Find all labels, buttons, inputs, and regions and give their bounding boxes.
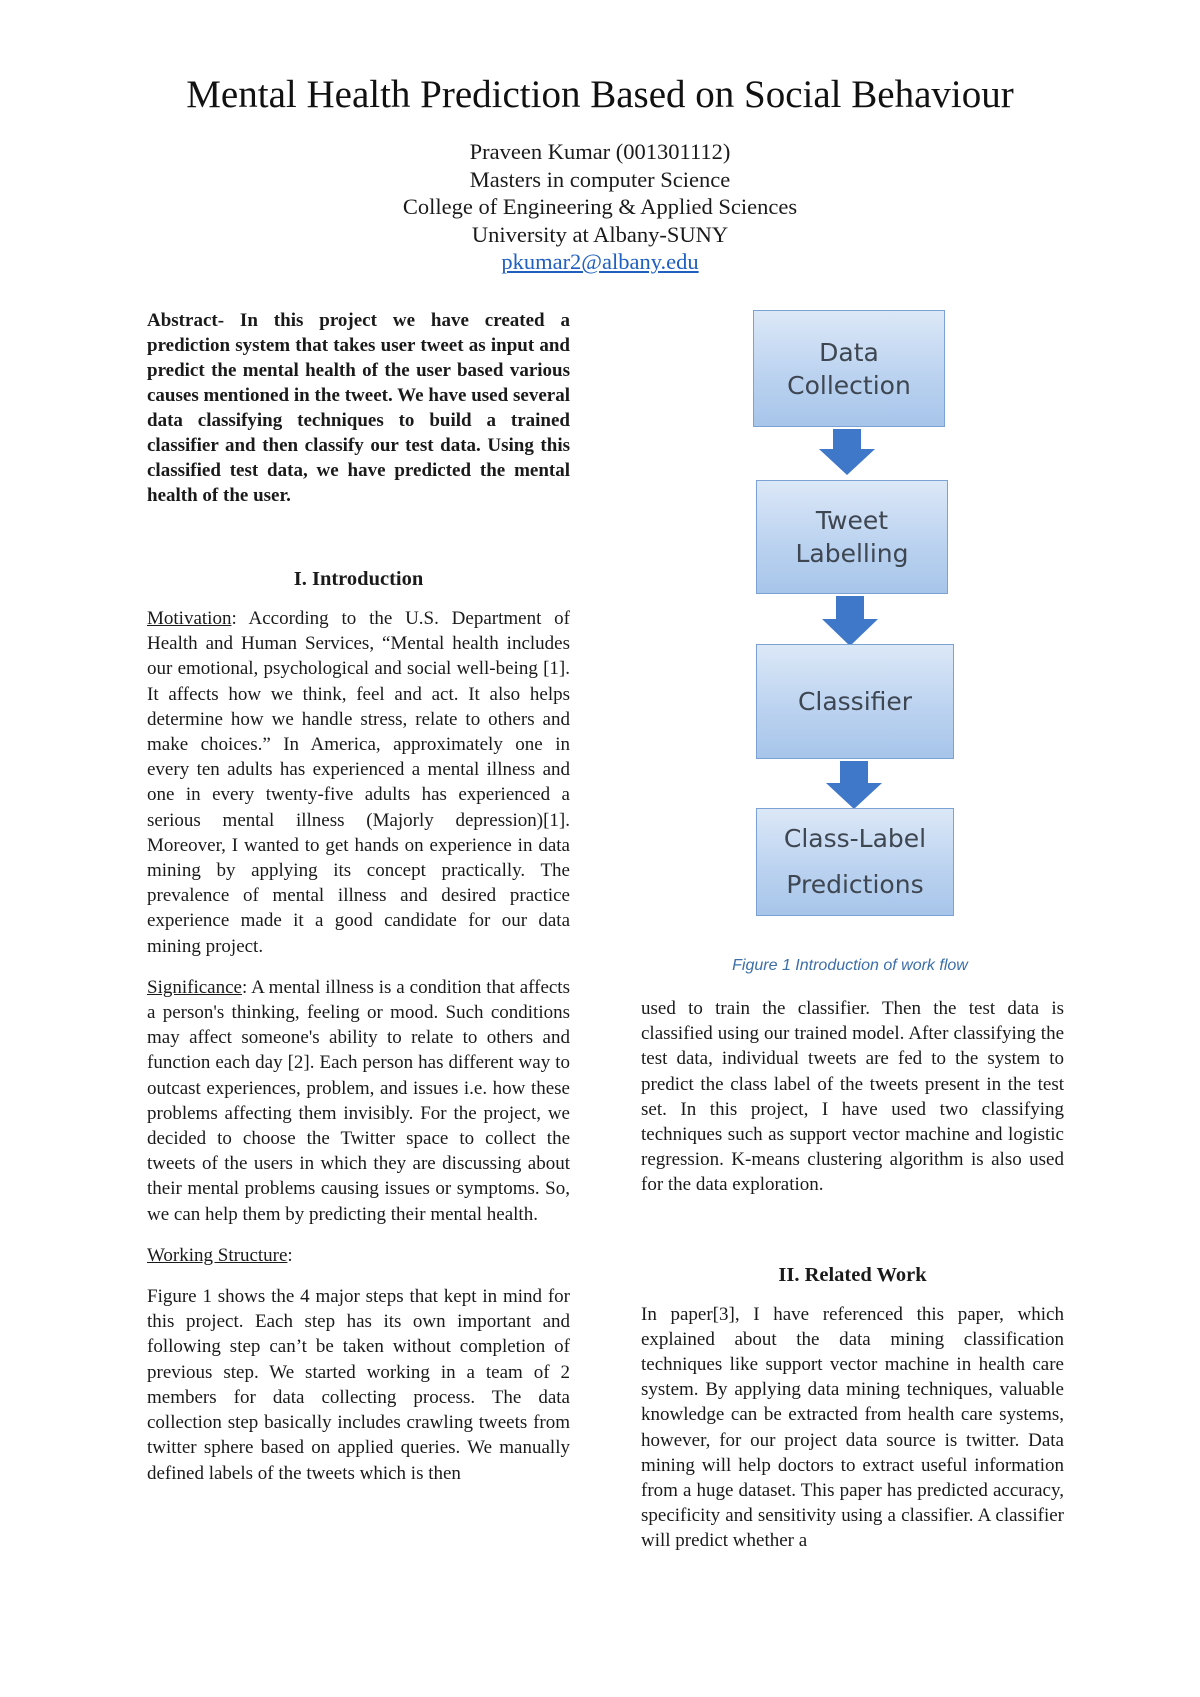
right-column: [641, 996, 1064, 1570]
step-box-predictions: [756, 808, 954, 916]
significance-paragraph: [147, 975, 570, 1227]
workflow-figure: [740, 308, 960, 968]
abstract-text: In this project we have created a prediction system that takes user tweet as input and predict the mental health of the user based various causes mentioned in the tweet. We have used several data classifying techniques to build a trained classifier and then classify our test data. Using this classified test data, we have predicted the mental health of the user.: [147, 310, 570, 506]
down-arrow-icon: [822, 596, 878, 646]
motivation-text: : According to the U.S. Department of Health and Human Services, “Mental health includes our emotional, psychological and social well-being [1]. It affects how we think, feel and act. It also helps determine how we handle stress, relate to others and make choices.” In America, approximately one in every ten adults has experienced a mental illness and one in every twenty-five adults has experienced a serious mental illness (Majorly depression)[1]. Moreover, I wanted to get hands on experience in data mining by applying its concept practically. The prevalence of mental illness and desired practice experience made it a good candidate for our data mining project.: [147, 608, 570, 957]
author-university: University at Albany-SUNY: [471, 221, 729, 247]
related-work-paragraph: In paper[3], I have referenced this paper, which explained about the data mining classification techniques like support vector machine in health care system. By applying data mining techniques, valuable knowledge can be extracted from health care systems, however, for our project data source is twitter. Data mining will help doctors to extract useful information from a huge dataset. This paper has predicted accuracy, specificity and sensitivity using a classifier. A classifier will predict whether a: [641, 1303, 1064, 1552]
motivation-label: Motivation: [147, 608, 232, 629]
structure-colon: :: [287, 1244, 293, 1266]
abstract: [147, 308, 570, 508]
down-arrow-icon: [819, 429, 875, 475]
step-label: Tweet Labelling: [795, 506, 909, 568]
step-label: Classifier: [797, 687, 913, 716]
significance-text: : A mental illness is a condition that affects a person's thinking, feeling or mood. Such conditions may affect someone's ability to relate to others and function each day [2]. Each person has different way to outcast experiences, problem, and issues i.e. how these problems affecting them invisibly. For the project, we decided to choose the Twitter space to collect the tweets of the users in which they are discussing about their mental problems causing issues or symptoms. So, we can help them by predicting their mental health.: [147, 976, 570, 1225]
figure-caption: Figure 1 Introduction of work flow: [732, 957, 968, 974]
step-label: Data Collection: [787, 337, 911, 400]
step-label: Class-Label Predictions: [783, 824, 927, 899]
down-arrow-icon: [826, 761, 882, 809]
step-box-classifier: [756, 644, 954, 759]
step-box-data-collection: [753, 310, 945, 427]
author-block: [0, 138, 1200, 276]
structure-paragraph: Figure 1 shows the 4 major steps that kept in mind for this project. Each step has its own important and following step can’t be taken without completion of previous step. We started working in a team of 2 members for data collecting process. The data collection step basically includes crawling tweets from twitter sphere based on applied queries. We manually defined labels of the tweets which is then: [147, 1286, 570, 1484]
author-name: Praveen Kumar (001301112): [469, 139, 731, 164]
related-work-heading: II. Related Work: [778, 1263, 927, 1286]
author-program: Masters in computer Science: [469, 166, 731, 192]
left-column: [147, 308, 570, 1502]
structure-label: Working Structure: [147, 1244, 288, 1266]
continuation-paragraph: used to train the classifier. Then the test data is classified using our trained model. After classifying the test data, individual tweets are fed to the system to predict the class label of the tweets present in the test set. In this project, I have used two classifying techniques such as support vector machine and logistic regression. K-means clustering algorithm is also used for the data exploration.: [641, 998, 1064, 1196]
paper-title: Mental Health Prediction Based on Social Behaviour: [186, 73, 1014, 116]
author-college: College of Engineering & Applied Sciences: [402, 194, 798, 219]
motivation-paragraph: [147, 606, 570, 959]
intro-heading: I. Introduction: [293, 568, 424, 590]
author-email-link[interactable]: pkumar2@albany.edu: [501, 249, 699, 274]
significance-label: Significance: [147, 976, 242, 998]
step-box-tweet-labelling: [756, 480, 948, 594]
abstract-label: Abstract-: [147, 310, 225, 331]
structure-label-paragraph: [147, 1243, 570, 1268]
